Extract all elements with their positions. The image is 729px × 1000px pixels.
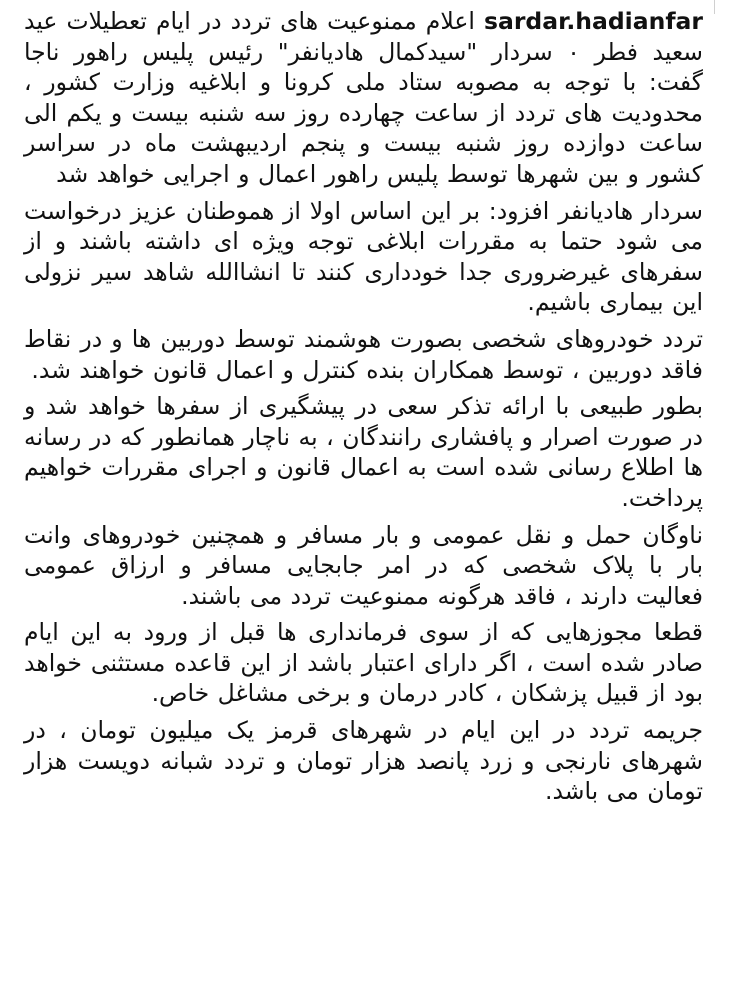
screen-edge-divider	[714, 0, 725, 14]
caption-paragraph: ناوگان حمل و نقل عمومی و بار مسافر و همچنین خودروهای وانت بار با پلاک شخصی که در امر جابجایی مسافر و ارزاق عمومی فعالیت دارند ، فاقد هرگونه ممنوعیت تردد می باشند.	[24, 520, 703, 610]
caption-paragraph: سردار هادیانفر افزود: بر این اساس اولا از هموطنان عزیز درخواست می شود حتما به مقررات ابلاغی توجه ویژه ای داشته باشند و از سفرهای غیرضروری جدا خودداری کنند تا انشاالله شاهد سیر نزولی این بیماری باشیم.	[24, 196, 703, 317]
caption-paragraph: جریمه تردد در این ایام در شهرهای قرمز یک میلیون تومان ، در شهرهای نارنجی و زرد پانصد هزار تومان و تردد شبانه دویست هزار تومان می باشد.	[24, 716, 703, 806]
caption-paragraph: بطور طبیعی با ارائه تذکر سعی در پیشگیری از سفرها خواهد شد و در صورت اصرار و پافشاری رانندگان ، به ناچار همانطور که در رسانه ها اطلاع رسانی شده است به اعمال قانون و اجرای مقررات خواهیم پرداخت.	[24, 392, 703, 512]
caption-paragraph-intro	[24, 6, 703, 190]
caption-intro-text: اعلام ممنوعیت های تردد در ایام تعطیلات عید سعید فطر ۰ سردار "سیدکمال هادیانفر" رئیس پلیس راهور ناجا گفت: با توجه به مصوبه ستاد ملی کرونا و ابلاغیه وزارت کشور ، محدودیت های تردد از ساعت چهارده روز سه شنبه بیست و یکم الی ساعت دوازده روز شنبه بیست و پنجم اردیبهشت ماه در سراسر کشور و بین شهرها توسط پلیس راهور اعمال و اجرایی خواهد شد	[24, 7, 703, 188]
caption-text	[24, 6, 703, 807]
caption-paragraph: قطعا مجوزهایی که از سوی فرمانداری ها قبل از ورود به این ایام صادر شده است ، اگر دارای اعتبار باشد از این قاعده مستثنی خواهد بود از قبیل پزشکان ، کادر درمان و برخی مشاغل خاص.	[24, 618, 703, 708]
caption-paragraph: تردد خودروهای شخصی بصورت هوشمند توسط دوربین ها و در نقاط فاقد دوربین ، توسط همکاران بنده کنترل و اعمال قانون خواهند شد.	[24, 324, 703, 384]
username-link[interactable]: sardar.hadianfar	[483, 7, 703, 35]
